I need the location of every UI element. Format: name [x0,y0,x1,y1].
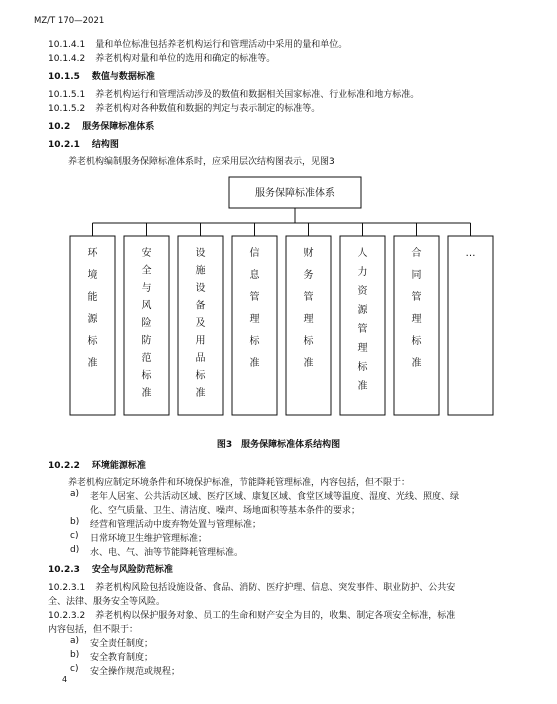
clause-text: 养老机构以保护服务对象、员工的生命和财产安全为目的，收集、制定各项安全标准，标准 [95,611,456,621]
clause-title: 数值与数据标准 [91,72,155,82]
structure-paragraph: 养老机构编制服务保障标准体系时，应采用层次结构图表示，见图3 [68,157,335,167]
clause-number: 10.2.3.1 [48,583,86,593]
list-item-text: 水、电、气、油等节能降耗管理标准。 [90,548,244,558]
child-box [394,236,439,415]
clause-text: 量和单位标准包括养老机构运行和管理活动中采用的量和单位。 [95,40,348,50]
document-code: MZ/T 170—2021 [34,16,105,26]
page-number: 4 [62,675,68,684]
list-letter: c) [70,664,79,674]
list-item-text: 化、空气质量、卫生、清洁度、噪声、场地面积等基本条件的要求； [90,506,361,516]
list-letter: a) [70,489,80,499]
clause-title: 结构图 [91,140,119,150]
clause-number: 10.1.5.1 [48,90,86,100]
child-box [70,236,115,415]
list-letter: c) [70,531,79,541]
child-label: … [465,248,476,259]
heading-10-2-3 [48,562,173,575]
clause-number: 10.2 [48,122,71,132]
clause-number: 10.2.1 [48,140,80,150]
list-letter: a) [70,636,80,646]
clause-title: 环境能源标准 [91,461,146,471]
list-item-text: 日常环境卫生维护管理标准； [90,534,208,544]
child-label: 财务管理标准 [303,248,314,369]
clause-text-continued: 内容包括，但不限于： [48,625,139,635]
child-box [232,236,277,415]
clause-number: 10.1.4.1 [48,40,86,50]
clause-10-2-3-1 [48,580,455,593]
child-box [286,236,331,415]
root-label: 服务保障标准体系 [255,188,335,199]
list-item-text: 安全操作规范或规程； [90,667,181,677]
clause-text: 养老机构运行和管理活动涉及的数值和数据相关国家标准、行业标准和地方标准。 [95,90,420,100]
clause-10-2-3-2 [48,608,455,621]
child-box [448,236,493,415]
clause-number: 10.2.3 [48,565,80,575]
child-label: 合同管理标准 [411,248,422,369]
child-label: 人力资源管理标准 [357,248,368,392]
clause-number: 10.2.3.2 [48,611,86,621]
child-label: 信息管理标准 [249,248,260,369]
clause-text: 养老机构风险包括设施设备、食品、消防、医疗护理、信息、突发事件、职业防护、公共安 [95,583,456,593]
list-letter: d) [70,545,80,555]
clause-number: 10.1.4.2 [48,54,86,64]
list-item-text: 安全责任制度； [90,639,154,649]
list-letter: b) [70,650,80,660]
list-item-text: 老年人居室、公共活动区域、医疗区域、康复区域、食堂区域等温度、湿度、光线、照度、绿 [90,492,460,502]
clause-title: 安全与风险防范标准 [91,565,173,575]
environment-intro: 养老机构应制定环境条件和环境保护标准，节能降耗管理标准，内容包括，但不限于： [68,478,411,488]
heading-10-2-2 [48,458,146,471]
clause-title: 服务保障标准体系 [82,122,155,132]
clause-text: 养老机构对各种数值和数据的判定与表示制定的标准等。 [95,104,321,114]
figure-caption: 图3 服务保障标准体系结构图 [216,440,341,450]
clause-number: 10.1.5.2 [48,104,86,114]
list-letter: b) [70,517,80,527]
clause-text: 养老机构对量和单位的选用和确定的标准等。 [95,54,276,64]
child-label: 设施设备及用品标准 [195,248,206,399]
list-item-text: 安全教育制度； [90,653,154,663]
child-label: 环境能源标准 [87,248,98,369]
clause-text-continued: 全、法律、服务安全等风险。 [48,597,166,607]
clause-number: 10.2.2 [48,461,80,471]
child-label: 安全与风险防范标准 [141,248,152,399]
clause-number: 10.1.5 [48,72,80,82]
list-item-text: 经营和管理活动中废弃物处置与管理标准； [90,520,262,530]
